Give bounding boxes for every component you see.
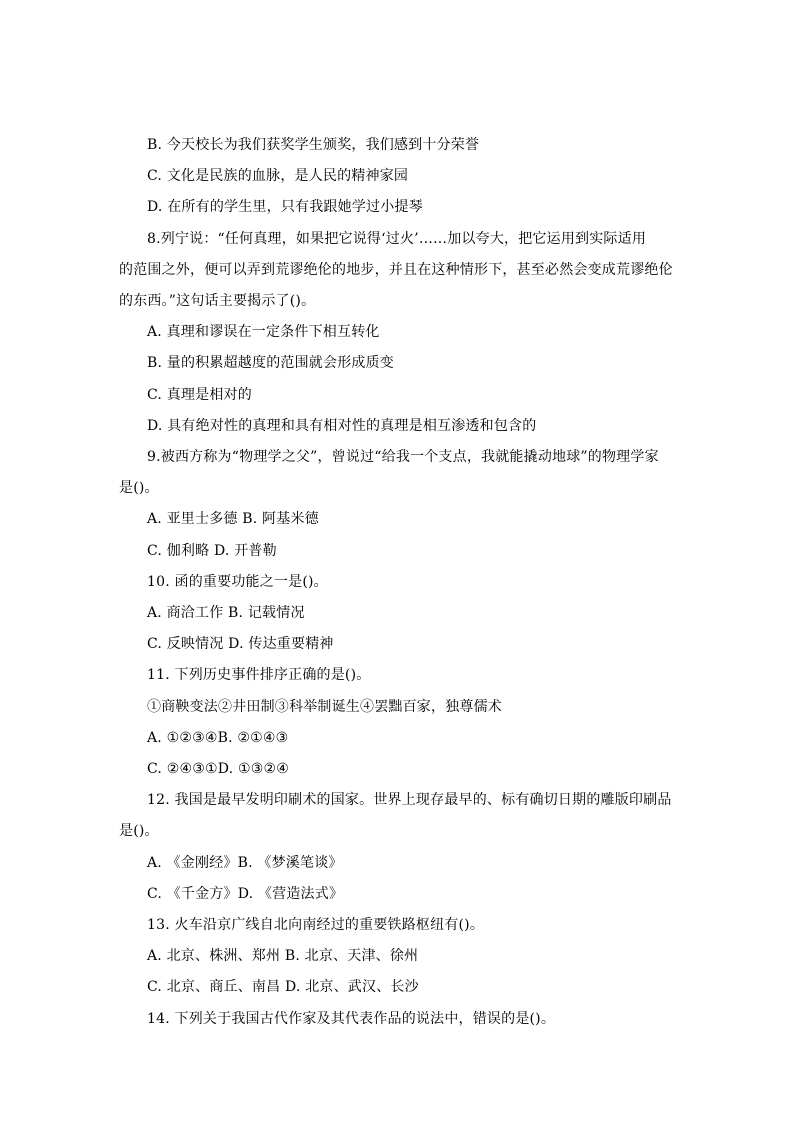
question-12-line-2: 是()。 [119,823,159,839]
option-d-q8: D. 具有绝对性的真理和具有相对性的真理是相互渗透和包含的 [147,418,537,434]
question-10: 10. 函的重要功能之一是()。 [147,574,328,590]
question-13: 13. 火车沿京广线自北向南经过的重要铁路枢纽有()。 [147,917,485,933]
options-cd-q13: C. 北京、商丘、南昌 D. 北京、武汉、长沙 [147,979,419,995]
options-ab-q10: A. 商洽工作 B. 记载情况 [147,605,305,621]
options-ab-q13: A. 北京、株洲、郑州 B. 北京、天津、徐州 [147,948,419,964]
question-9: 9.被西方称为“物理学之父”，曾说过“给我一个支点，我就能撬动地球”的物理学家 [147,449,659,465]
options-cd-q12: C. 《千金方》D. 《营造法式》 [147,886,344,902]
question-12: 12. 我国是最早发明印刷术的国家。世界上现存最早的、标有确切日期的雕版印刷品 [147,792,672,808]
options-ab-q12: A. 《金刚经》B. 《梦溪笔谈》 [147,855,343,871]
question-11: 11. 下列历史事件排序正确的是()。 [147,667,371,683]
option-c-q8: C. 真理是相对的 [147,387,252,403]
option-b-q7: B. 今天校长为我们获奖学生颁奖，我们感到十分荣誉 [147,137,480,153]
option-a-q8: A. 真理和谬误在一定条件下相互转化 [147,324,380,340]
question-14: 14. 下列关于我国古代作家及其代表作品的说法中，错误的是()。 [147,1011,556,1027]
question-11-events: ①商鞅变法②井田制③科举制诞生④罢黜百家，独尊儒术 [147,699,502,715]
question-9-line-2: 是()。 [119,480,159,496]
options-cd-q9: C. 伽利略 D. 开普勒 [147,543,277,559]
options-cd-q11: C. ②④③①D. ①③②④ [147,761,289,777]
option-d-q7: D. 在所有的学生里，只有我跟她学过小提琴 [147,199,423,215]
question-8-line-3: 的东西。”这句话主要揭示了()。 [119,293,316,309]
option-c-q7: C. 文化是民族的血脉，是人民的精神家园 [147,168,409,184]
options-ab-q11: A. ①②③④B. ②①④③ [147,730,289,746]
option-b-q8: B. 量的积累超越度的范围就会形成质变 [147,355,394,371]
question-8-line-2: 的范围之外，便可以弄到荒谬绝伦的地步，并且在这种情形下，甚至必然会变成荒谬绝伦 [119,262,673,278]
options-cd-q10: C. 反映情况 D. 传达重要精神 [147,636,334,652]
options-ab-q9: A. 亚里士多德 B. 阿基米德 [147,511,319,527]
question-8: 8.列宁说：“任何真理，如果把它说得‘过火’……加以夸大，把它运用到实际适用 [147,231,647,247]
